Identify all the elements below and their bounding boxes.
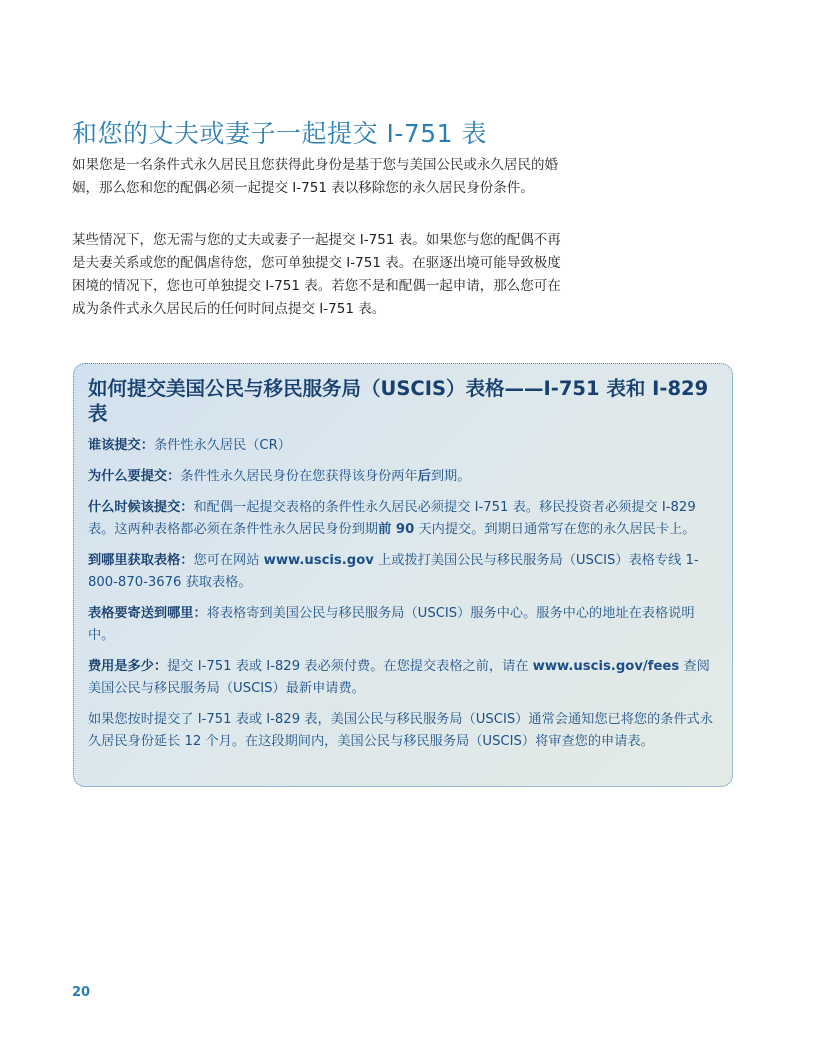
info-item-where-send-label: 表格要寄送到哪里： <box>88 606 207 621</box>
info-box-title: 如何提交美国公民与移民服务局（USCIS）表格——I-751 表和 I-829 表 <box>88 377 709 425</box>
info-item-why <box>88 466 716 488</box>
info-item-why-label: 为什么要提交： <box>88 469 181 484</box>
info-item-where-send <box>88 603 716 647</box>
info-item-cost-text: 提交 I-751 表或 I-829 表必须付费。在您提交表格之前，请在 <box>167 659 533 674</box>
info-item-where-get <box>88 550 716 594</box>
page-number: 20 <box>72 985 91 1000</box>
info-item-why-text: 条件性永久居民身份在您获得该身份两年 <box>180 469 418 484</box>
info-item-cost-text-end: 查阅美国公民与移民服务局（USCIS）最新申请费。 <box>88 659 710 696</box>
info-item-when-label: 什么时候该提交： <box>88 500 194 515</box>
info-item-where-send-text: 将表格寄到美国公民与移民服务局（USCIS）服务中心。服务中心的地址在表格说明中。 <box>88 606 695 643</box>
info-item-who-text: 条件性永久居民（CR） <box>153 438 291 453</box>
info-item-when-text: 和配偶一起提交表格的条件性永久居民必须提交 I-751 表。移民投资者必须提交 I-829 表。这两种表格都必须在条件性永久居民身份到期 <box>88 500 696 537</box>
info-item-when-emphasis: 前 90 <box>378 522 415 537</box>
info-item-where-get-label: 到哪里获取表格： <box>88 553 194 568</box>
section-heading: 和您的丈夫或妻子一起提交 I-751 表 <box>72 119 488 148</box>
info-item-why-emphasis: 后 <box>417 469 431 484</box>
info-item-cost-label: 费用是多少： <box>88 659 168 674</box>
info-item-cost <box>88 656 716 700</box>
exceptions-paragraph: 某些情况下，您无需与您的丈夫或妻子一起提交 I-751 表。如果您与您的配偶不再是夫妻关系或您的配偶虐待您，您可单独提交 I-751 表。在驱逐出境可能导致极度困境的情况下，您也可单独提交 I-751 表。若您不是和配偶一起申请，那么您可在成为条件式永久居民后的任何时间点提交 I-751 表。 <box>72 232 561 317</box>
uscis-website-link[interactable]: www.uscis.gov <box>263 553 374 568</box>
how-to-file-info-box <box>73 363 733 787</box>
info-item-where-get-text-end: 上或拨打美国公民与移民服务局（USCIS）表格专线 1-800-870-3676 获取表格。 <box>88 553 699 590</box>
info-item-who <box>88 435 716 457</box>
info-box-closing: 如果您按时提交了 I-751 表或 I-829 表，美国公民与移民服务局（USCIS）通常会通知您已将您的条件式永久居民身份延长 12 个月。在这段期间内，美国公民与移民服务局（USCIS）将审查您的申请表。 <box>88 712 714 749</box>
info-item-when-text-end: 天内提交。到期日通常写在您的永久居民卡上。 <box>414 522 696 537</box>
info-item-when <box>88 497 716 541</box>
intro-paragraph: 如果您是一名条件式永久居民且您获得此身份是基于您与美国公民或永久居民的婚姻，那么您和您的配偶必须一起提交 I-751 表以移除您的永久居民身份条件。 <box>72 157 558 196</box>
info-item-why-text-end: 到期。 <box>430 469 471 484</box>
info-item-where-get-text: 您可在网站 <box>193 553 264 568</box>
info-item-who-label: 谁该提交： <box>88 438 154 453</box>
uscis-fees-link[interactable]: www.uscis.gov/fees <box>532 659 680 674</box>
